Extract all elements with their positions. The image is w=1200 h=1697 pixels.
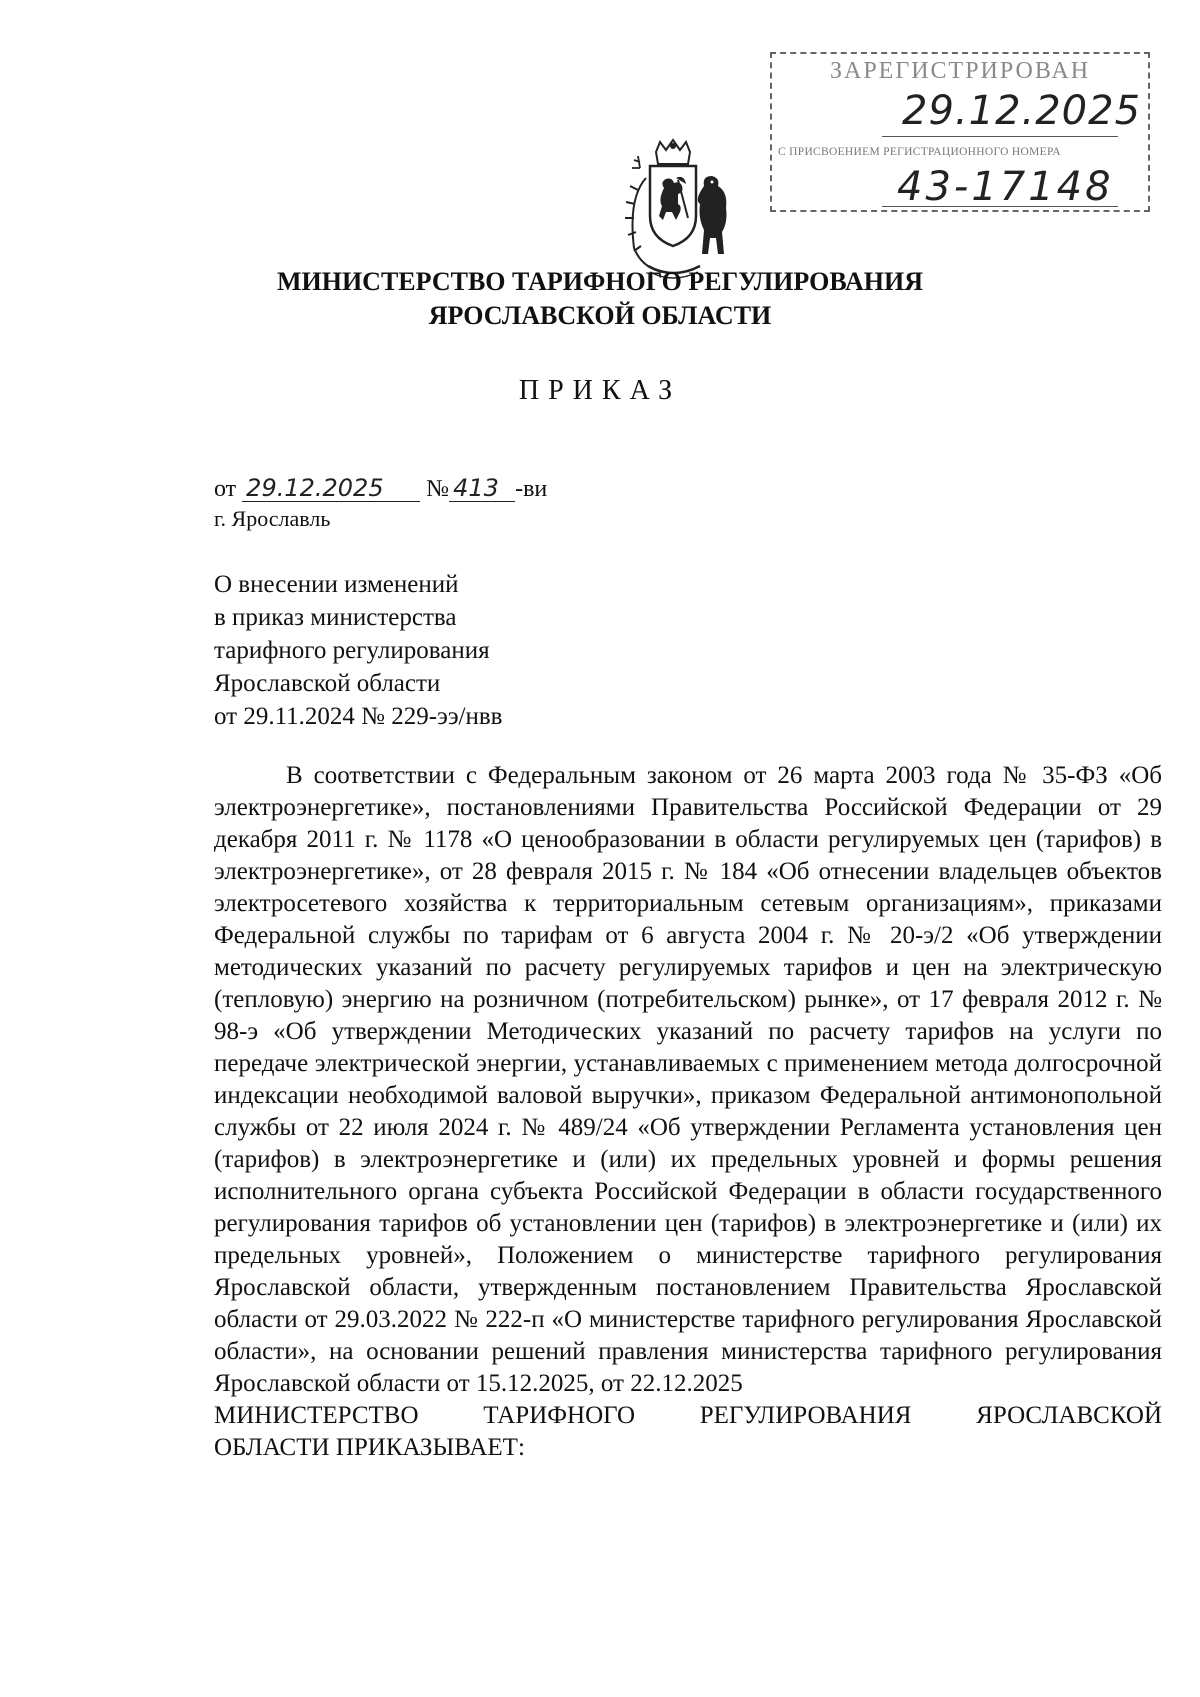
stamp-date: 29.12.2025 xyxy=(902,88,1142,134)
stamp-subtitle: С ПРИСВОЕНИЕМ РЕГИСТРАЦИОННОГО НОМЕРА xyxy=(778,146,1061,158)
stamp-divider xyxy=(882,206,1118,207)
coat-of-arms-icon xyxy=(608,138,738,286)
subject-line: тарифного регулирования xyxy=(214,637,490,664)
order-date-number xyxy=(214,475,547,503)
subject-line: от 29.11.2024 № 229-ээ/нвв xyxy=(214,703,503,730)
city: г. Ярославль xyxy=(214,506,331,531)
ministry-name-line2: ЯРОСЛАВСКОЙ ОБЛАСТИ xyxy=(428,301,772,330)
decree-line: МИНИСТЕРСТВО ТАРИФНОГО РЕГУЛИРОВАНИЯ ЯРОСЛАВСКОЙ xyxy=(214,1402,1162,1429)
from-prefix: от xyxy=(214,476,237,502)
ministry-name-line1: МИНИСТЕРСТВО ТАРИФНОГО РЕГУЛИРОВАНИЯ xyxy=(276,267,924,296)
number-suffix: -ви xyxy=(515,476,548,502)
stamp-divider xyxy=(882,136,1118,137)
subject-line: в приказ министерства xyxy=(214,604,457,631)
number-prefix: № xyxy=(426,476,450,502)
order-subject xyxy=(214,568,503,733)
decree-line: ОБЛАСТИ ПРИКАЗЫВАЕТ: xyxy=(214,1434,525,1461)
order-number: 413 xyxy=(449,475,515,502)
subject-line: О внесении изменений xyxy=(214,571,459,598)
order-body xyxy=(214,760,1162,1464)
subject-line: Ярославской области xyxy=(214,670,441,697)
stamp-title: ЗАРЕГИСТРИРОВАН xyxy=(829,58,1091,84)
preamble-paragraph: В соответствии с Федеральным законом от 26 марта 2003 года № 35-ФЗ «Об электроэнергетике», постановлениями Правительства Российской Федерации от 29 декабря 2011 г. № 1178 «О ценообразовании в области регулируемых цен (тарифов) в электроэнергетике», от 28 февраля 2015 г. № 184 «Об отнесении владельцев объектов электросетевого хозяйства к территориальным сетевым организациям», приказами Федеральной службы по тарифам от 6 августа 2004 г. № 20-э/2 «Об утверждении методических указаний по расчету регулируемых тарифов и цен на электрическую (тепловую) энергию на розничном (потребительском) рынке», от 17 февраля 2012 г. № 98-э «Об утверждении Методических указаний по расчету тарифов на услуги по передаче электрической энергии, устанавливаемых с применением метода долгосрочной индексации необходимой валовой выручки», приказом Федеральной антимонопольной службы от 22 июля 2024 г. № 489/24 «Об утверждении Регламента установления цен (тарифов) в электроэнергетике и (или) их предельных уровней и формы решения исполнительного органа субъекта Российской Федерации в области государственного регулирования тарифов об установлении цен (тарифов) в электроэнергетике и (или) их предельных уровней», Положением о министерстве тарифного регулирования Ярославской области, утвержденным постановлением Правительства Ярославской области от 29.03.2022 № 222-п «О министерстве тарифного регулирования Ярославской области», на основании решений правления министерства тарифного регулирования Ярославской области от 15.12.2025, от 22.12.2025 xyxy=(214,762,1162,1397)
document-type: ПРИКАЗ xyxy=(518,375,682,406)
order-date: 29.12.2025 xyxy=(242,475,420,502)
stamp-number: 43-17148 xyxy=(897,164,1114,210)
registration-stamp xyxy=(770,52,1150,212)
